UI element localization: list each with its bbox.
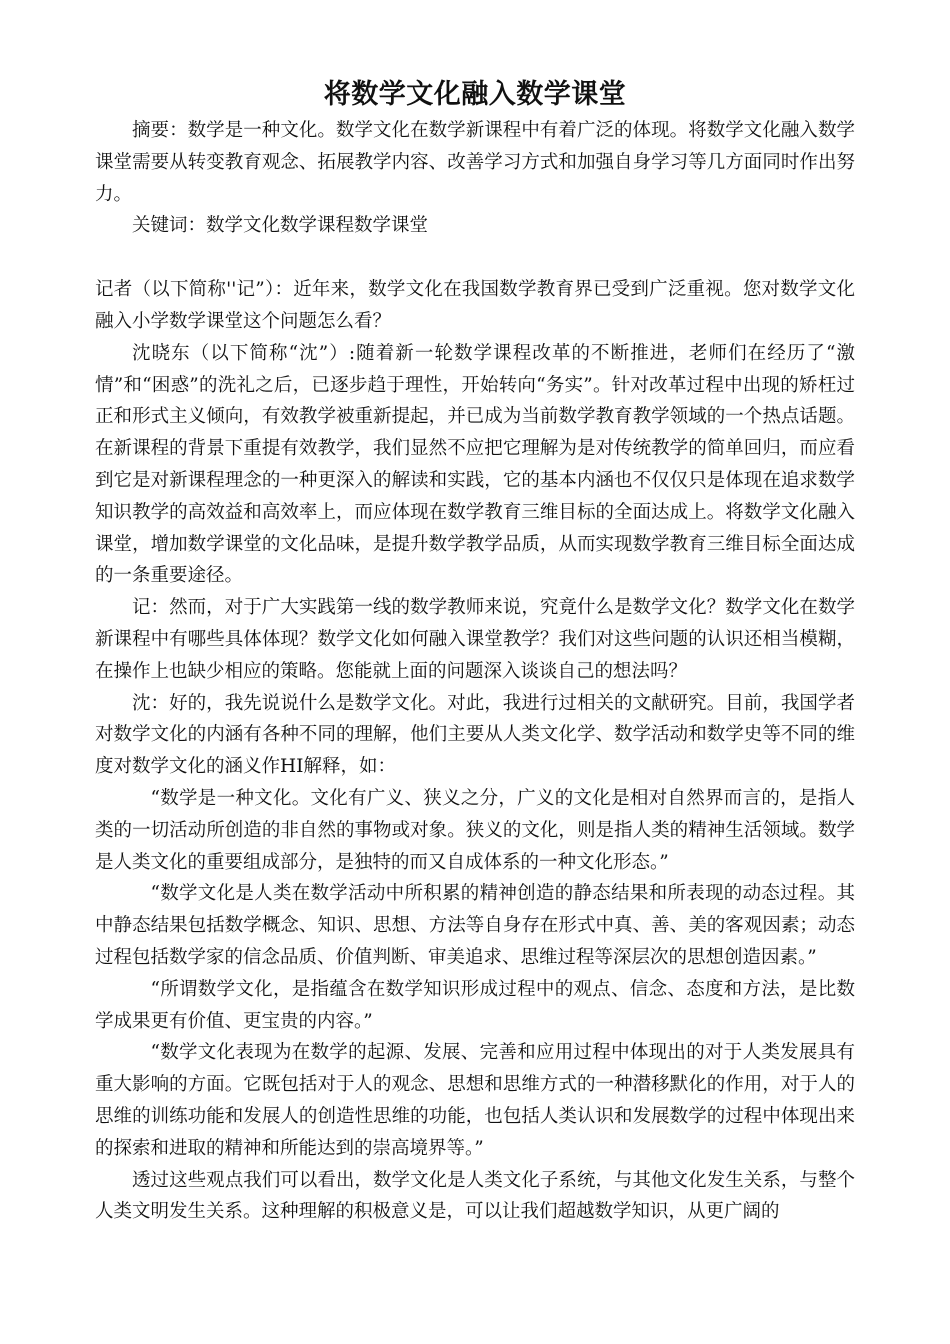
interview-paragraph: 沈晓东（以下简称“沈”）:随着新一轮数学课程改革的不断推进，老师们在经历了“激情”和“困惑”的洗礼之后，已逐步趋于理性，开始转向“务实”。针对改革过程中出现的矫枉过正和形式主义倾向，有效教学被重新提起，并已成为当前数学教育教学领域的一个热点话题。在新课程的背景下重提有效教学，我们显然不应把它理解为是对传统教学的简单回归，而应看到它是对新课程理念的一种更深入的解读和实践，它的基本内涵也不仅仅只是体现在追求数学知识教学的高效益和高效率上，而应体现在数学教育三维目标的全面达成上。将数学文化融入课堂，增加数学课堂的文化品味，是提升数学教学品质，从而实现数学教育三维目标全面达成的一条重要途径。 [95, 342, 855, 587]
quote-paragraph: “数学文化是人类在数学活动中所积累的精神创造的静态结果和所表现的动态过程。其中静态结果包括数学概念、知识、思想、方法等自身存在形式中真、善、美的客观因素；动态过程包括数学家的信念品质、价值判断、审美追求、思维过程等深层次的思想创造因素。” [95, 883, 855, 968]
interview-paragraph: 记者（以下简称''记”）：近年来，数学文化在我国数学教育界已受到广泛重视。您对数学文化融入小学数学课堂这个问题怎么看？ [95, 279, 855, 332]
quote-paragraph: “数学是一种文化。文化有广义、狭义之分，广义的文化是相对自然界而言的，是指人类的一切活动所创造的非自然的事物或对象。狭义的文化，则是指人类的精神生活领域。数学是人类文化的重要组成部分，是独特的而又自成体系的一种文化形态。” [95, 787, 855, 873]
keywords-line: 关键词：数学文化数学课程数学课堂 [132, 215, 429, 237]
interview-paragraph: 透过这些观点我们可以看出，数学文化是人类文化子系统，与其他文化发生关系，与整个人类文明发生关系。这种理解的积极意义是，可以让我们超越数学知识，从更广阔的 [95, 1169, 855, 1223]
page-title: 将数学文化融入数学课堂 [323, 79, 627, 110]
document-body [95, 115, 855, 1228]
interview-paragraph: 沈：好的，我先说说什么是数学文化。对此，我进行过相关的文献研究。目前，我国学者对数学文化的内涵有各种不同的理解，他们主要从人类文化学、数学活动和数学史等不同的维度对数学文化的涵义作HI解释，如： [95, 692, 855, 778]
interview-paragraph: 记：然而，对于广大实践第一线的数学教师来说，究竟什么是数学文化？数学文化在数学新课程中有哪些具体体现？数学文化如何融入课堂教学？我们对这些问题的认识还相当模糊，在操作上也缺少相应的策略。您能就上面的问题深入谈谈自己的想法吗？ [95, 597, 855, 682]
section-spacer [95, 242, 855, 274]
quote-paragraph: “所谓数学文化，是指蕴含在数学知识形成过程中的观点、信念、态度和方法，是比数学成果更有价值、更宝贵的内容。” [95, 978, 855, 1032]
quote-paragraph: “数学文化表现为在数学的起源、发展、完善和应用过程中体现出的对于人类发展具有重大影响的方面。它既包括对于人的观念、思想和思维方式的一种潜移默化的作用，对于人的思维的训练功能和发展人的创造性思维的功能，也包括人类认识和发展数学的过程中体现出来的探索和进取的精神和所能达到的崇高境界等。” [95, 1042, 855, 1159]
abstract-paragraph: 摘要：数学是一种文化。数学文化在数学新课程中有着广泛的体现。将数学文化融入数学课堂需要从转变教育观念、拓展教学内容、改善学习方式和加强自身学习等几方面同时作出努力。 [95, 120, 855, 205]
